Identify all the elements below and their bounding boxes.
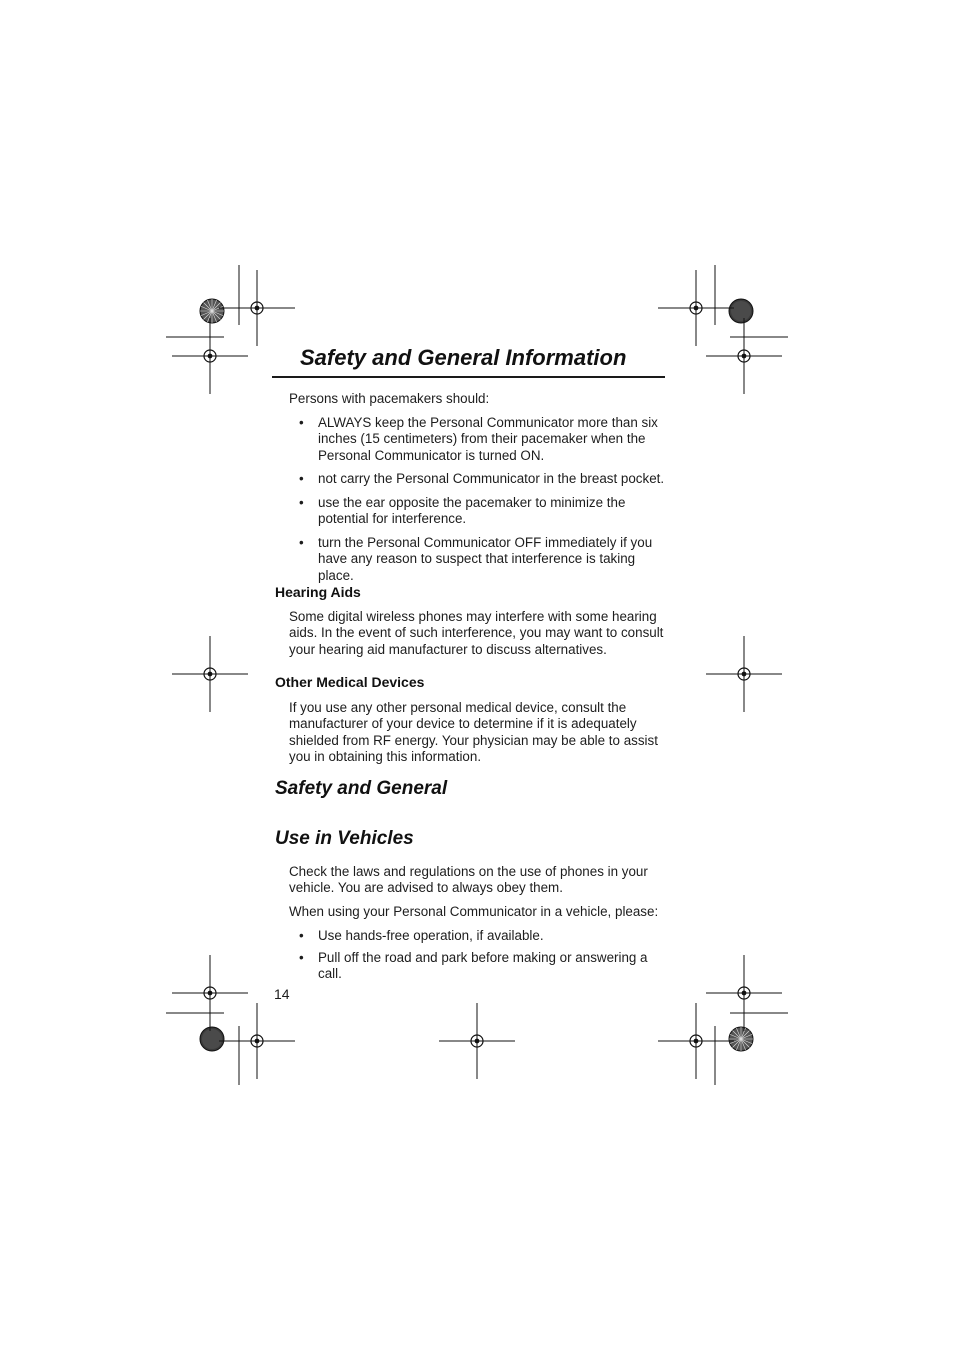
other-medical-text: If you use any other personal medical device, consult the manufacturer of your device to determine if it is adequately shielded from RF energy. Your physician may be able to assist you in obtaining this information. — [289, 700, 658, 764]
other-medical-heading: Other Medical Devices — [275, 674, 425, 690]
vehicles-paragraph: When using your Personal Communicator in a vehicle, please: — [289, 904, 659, 919]
list-item — [299, 928, 669, 944]
hearing-aids-heading: Hearing Aids — [275, 584, 361, 600]
list-item — [299, 495, 669, 528]
bullet-icon: • — [299, 535, 304, 550]
header-rule — [272, 376, 665, 378]
pacemaker-intro: Persons with pacemakers should: — [289, 391, 490, 406]
list-item-text: ALWAYS keep the Personal Communicator more than six inches (15 centimeters) from their pacemaker when the Personal Communicator is turned ON. — [318, 415, 658, 463]
bullet-icon: • — [299, 495, 304, 510]
list-item — [299, 415, 669, 464]
section-heading: Safety and General — [275, 778, 448, 799]
list-item-text: Use hands-free operation, if available. — [318, 928, 544, 943]
bullet-icon: • — [299, 928, 304, 943]
list-item — [299, 535, 669, 584]
list-item — [299, 471, 669, 487]
bullet-icon: • — [299, 471, 304, 486]
bullet-icon: • — [299, 415, 304, 430]
vehicles-paragraph: Check the laws and regulations on the use of phones in your vehicle. You are advised to always obey them. — [289, 864, 648, 896]
page-number: 14 — [274, 986, 290, 1002]
list-item — [299, 950, 669, 983]
list-item-text: turn the Personal Communicator OFF immediately if you have any reason to suspect that interference is taking place. — [318, 535, 653, 583]
list-item-text: not carry the Personal Communicator in the breast pocket. — [318, 471, 665, 486]
bullet-icon: • — [299, 950, 304, 965]
list-item-text: use the ear opposite the pacemaker to minimize the potential for interference. — [318, 495, 626, 527]
hearing-aids-text: Some digital wireless phones may interfere with some hearing aids. In the event of such interference, you may want to consult your hearing aid manufacturer to discuss alternatives. — [289, 609, 664, 657]
section-heading: Use in Vehicles — [275, 828, 414, 849]
page-title: Safety and General Information — [300, 345, 627, 370]
list-item-text: Pull off the road and park before making or answering a call. — [318, 950, 648, 982]
